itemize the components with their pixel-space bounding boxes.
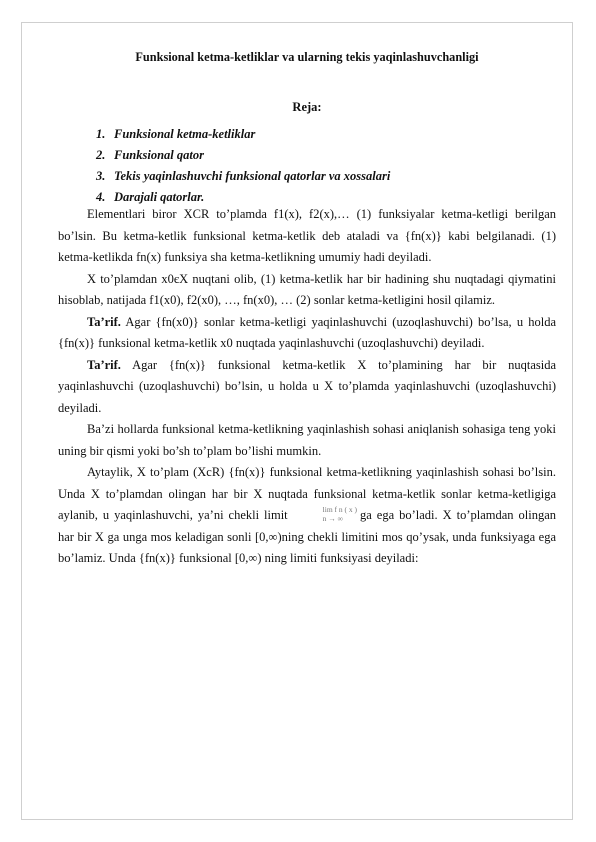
- plan-item-text: Funksional qator: [114, 148, 204, 162]
- paragraph-6: Aytaylik, X to’plam (XcR) {fn(x)} funksional ketma-ketlikning yaqinlashish sohasi bo’lsin. Unda X to’plamdan olingan har bir X nuqtada funksional ketma-ketlik sonlar ketma-ketligiga aylanib, u yaqinlashuvchi, ya’ni chekli limit lim f n ( x ) n → ∞ ga ega bo’ladi. X to’plamdan olingan har bir X ga unga mos keladigan sonli [0,∞)ning chekli limitini mos qo’ysak, unda funksiyaga ega bo’lamiz. Unda {fn(x)} funksional [0,∞) ning limiti funksiyasi deyiladi:: [58, 465, 556, 565]
- paragraph-1: Elementlari biror XCR to’plamda f1(x), f2(x),… (1) funksiyalar ketma-ketligi berilgan bo’lsin. Bu ketma-ketlik funksional ketma-ketlik deb ataladi va {fn(x)} kabi belgilanadi. (1) ketma-ketlikda fn(x) funksiya sha ketma-ketlikning umumiy hadi deyiladi.: [58, 207, 556, 264]
- page-title: Funksional ketma-ketliklar va ularning tekis yaqinlashuvchanligi: [135, 50, 479, 64]
- definition-term: Ta’rif.: [87, 357, 121, 372]
- plan-item-text: Funksional ketma-ketliklar: [114, 127, 256, 141]
- paragraph-4: Ta’rif. Agar {fn(x)} funksional ketma-ketlik X to’plamining har bir nuqtasida yaqinlashuvchi (uzoqlashuvchi) bo’lsin, u holda u X to’plamda yaqinlashuvchi (uzoqlashuvchi) deyiladi.: [58, 357, 557, 415]
- paragraph-2: X to’plamdan x0єX nuqtani olib, (1) ketma-ketlik har bir hadining shu nuqtadagi qiymatini hisoblab, natijada f1(x0), f2(x0), …, fn(x0), … (2) sonlar ketma-ketligini hosil qilamiz.: [58, 271, 556, 307]
- plan-item: 4. Darajali qatorlar.: [96, 190, 205, 204]
- plan-heading: Reja:: [292, 100, 322, 114]
- plan-item: 3. Tekis yaqinlashuvchi funksional qatorlar va xossalari: [96, 169, 391, 183]
- body-text: [58, 204, 556, 570]
- plan-item-text: Darajali qatorlar.: [114, 190, 205, 204]
- plan-item: 2. Funksional qator: [96, 148, 204, 162]
- limit-formula: lim f n ( x ) n → ∞: [322, 505, 358, 524]
- paragraph-5: Ba’zi hollarda funksional ketma-ketlikning yaqinlashish sohasi aniqlanish sohasiga teng yoki uning bir qismi yoki bo’sh to’plam bo’lishi mumkin.: [58, 422, 556, 458]
- paragraph-3: Ta’rif. Agar {fn(x0)} sonlar ketma-ketligi yaqinlashuvchi (uzoqlashuvchi) bo’lsa, u holda {fn(x)} funksional ketma-ketlik x0 nuqtada yaqinlashuvchi (uzoqlashuvchi) deyiladi.: [58, 314, 557, 350]
- plan-item: 1. Funksional ketma-ketliklar: [96, 127, 256, 141]
- definition-term: Ta’rif.: [87, 314, 121, 329]
- plan-list: [96, 124, 390, 208]
- plan-item-text: Tekis yaqinlashuvchi funksional qatorlar va xossalari: [114, 169, 391, 183]
